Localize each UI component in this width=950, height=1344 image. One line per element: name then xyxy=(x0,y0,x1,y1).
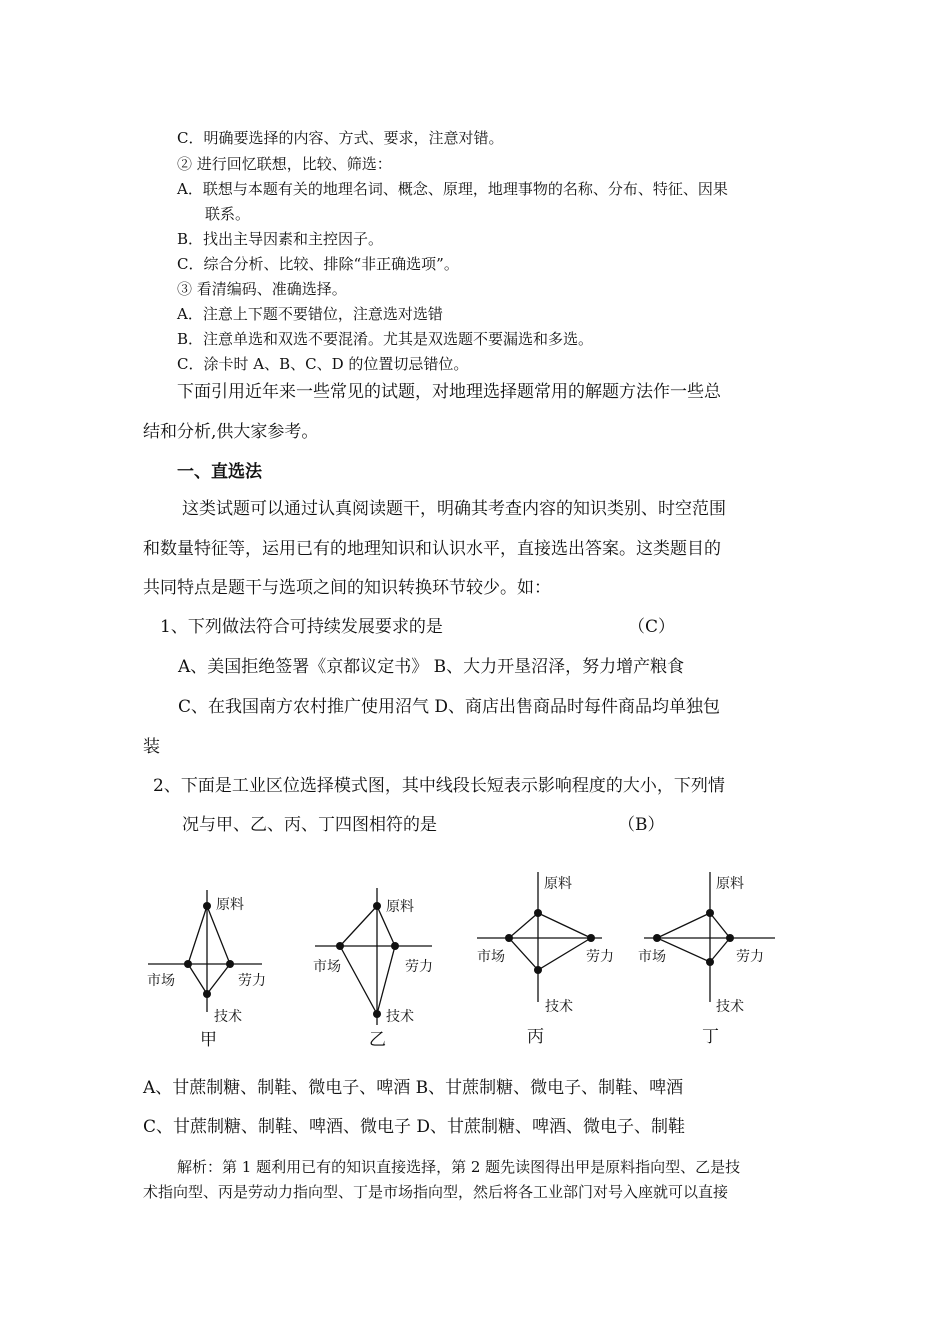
question-1-options-cd: C、在我国南方农村推广使用沼气 D、商店出售商品时每件商品均单独包 xyxy=(178,697,721,717)
analysis-line: 术指向型、丙是劳动力指向型、丁是市场指向型，然后将各工业部门对号入座就可以直接 xyxy=(143,1183,729,1201)
section-body-line: 这类试题可以通过认真阅读题干，明确其考查内容的知识类别、时空范围 xyxy=(182,499,726,519)
step-line: A．注意上下题不要错位，注意选对选错 xyxy=(177,305,443,323)
label-raw-material: 原料 xyxy=(544,876,572,892)
label-technology: 技术 xyxy=(386,1009,414,1025)
question-1-stem: 1、下列做法符合可持续发展要求的是 xyxy=(160,617,443,637)
label-technology: 技术 xyxy=(716,999,744,1015)
step-line: A．联想与本题有关的地理名词、概念、原理，地理事物的名称、分布、特征、因果 xyxy=(177,180,728,198)
label-raw-material: 原料 xyxy=(216,897,244,913)
label-market: 市场 xyxy=(147,973,175,989)
intro-line: 下面引用近年来一些常见的试题，对地理选择题常用的解题方法作一些总 xyxy=(177,382,721,402)
label-market: 市场 xyxy=(638,949,666,965)
label-technology: 技术 xyxy=(214,1009,242,1025)
label-labor: 劳力 xyxy=(586,949,614,965)
question-1-answer: （C） xyxy=(628,617,676,637)
label-figure-ding: 丁 xyxy=(702,1027,719,1047)
label-figure-jia: 甲 xyxy=(200,1030,217,1050)
label-labor: 劳力 xyxy=(736,949,764,965)
step-line: C．明确要选择的内容、方式、要求，注意对错。 xyxy=(177,129,504,147)
analysis-line: 解析：第 1 题利用已有的知识直接选择，第 2 题先读图得出甲是原料指向型、乙是技 xyxy=(177,1158,741,1176)
section-title: 一、直选法 xyxy=(177,462,262,482)
industrial-location-diagram xyxy=(140,862,800,1058)
label-figure-yi: 乙 xyxy=(369,1030,386,1050)
label-market: 市场 xyxy=(477,949,505,965)
question-2-stem-cont: 况与甲、乙、丙、丁四图相符的是 xyxy=(182,815,437,835)
label-figure-bing: 丙 xyxy=(527,1027,544,1047)
label-labor: 劳力 xyxy=(405,959,433,975)
section-body-line: 共同特点是题干与选项之间的知识转换环节较少。如： xyxy=(143,578,551,598)
step-line: ③ 看清编码、准确选择。 xyxy=(177,280,347,298)
label-labor: 劳力 xyxy=(238,973,266,989)
step-line: ② 进行回忆联想，比较、筛选： xyxy=(177,155,392,173)
section-body-line: 和数量特征等，运用已有的地理知识和认识水平，直接选出答案。这类题目的 xyxy=(143,539,721,559)
label-market: 市场 xyxy=(313,959,341,975)
question-1-options-cd-cont: 装 xyxy=(143,737,160,757)
label-technology: 技术 xyxy=(545,999,573,1015)
question-2-answer: （B） xyxy=(618,815,665,835)
step-line: C．涂卡时 A、B、C、D 的位置切忌错位。 xyxy=(177,355,469,373)
step-line: 联系。 xyxy=(205,205,251,223)
question-2-stem: 2、下面是工业区位选择模式图，其中线段长短表示影响程度的大小，下列情 xyxy=(153,776,725,796)
intro-line: 结和分析,供大家参考。 xyxy=(143,422,319,442)
step-line: B．找出主导因素和主控因子。 xyxy=(177,230,384,248)
question-1-options-ab: A、美国拒绝签署《京都议定书》 B、大力开垦沼泽，努力增产粮食 xyxy=(178,657,685,677)
question-2-options-ab: A、甘蔗制糖、制鞋、微电子、啤酒 B、甘蔗制糖、微电子、制鞋、啤酒 xyxy=(143,1078,684,1098)
label-raw-material: 原料 xyxy=(386,899,414,915)
step-line: B．注意单选和双选不要混淆。尤其是双选题不要漏选和多选。 xyxy=(177,330,594,348)
step-line: C．综合分析、比较、排除“非正确选项”。 xyxy=(177,255,459,273)
label-raw-material: 原料 xyxy=(716,876,744,892)
question-2-options-cd: C、甘蔗制糖、制鞋、啤酒、微电子 D、甘蔗制糖、啤酒、微电子、制鞋 xyxy=(143,1117,686,1137)
